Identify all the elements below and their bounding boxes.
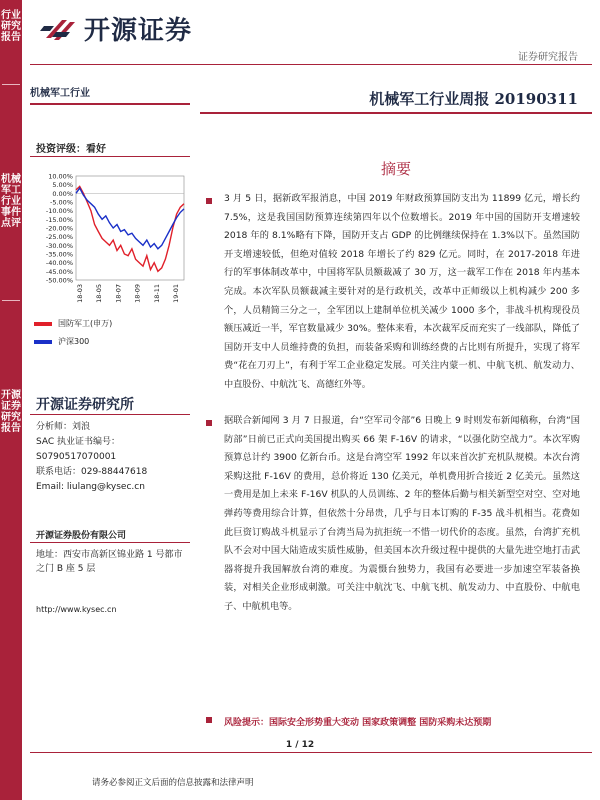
firm-rule	[30, 414, 190, 415]
email: Email: liulang@kysec.cn	[36, 482, 145, 492]
research-institute: 开源证券研究所	[36, 397, 134, 413]
legend-item-defense	[34, 318, 112, 329]
left-side-strip	[0, 0, 22, 800]
sidebar-divider	[2, 84, 20, 85]
x-tick-label: 19-01	[172, 284, 180, 303]
risk-warning: 风险提示：国际安全形势重大变动 国家政策调整 国防采购未达预期	[224, 718, 492, 728]
bullet-icon	[206, 198, 212, 204]
license-label: SAC 执业证书编号：	[36, 437, 121, 447]
summary-paragraph-2: 据联合新闻网 3 月 7 日报道，台“空军司令部”6 日晚上 9 时则发布新闻稿称，台湾“国防部”日前已正式向美国提出购买 66 架 F-16V 的请求，“以强化防空战力”。本次军购预算总计约 3900 亿新台币。这是台湾空军 1992 年以来首次扩充机队规模。本次台湾采购这批 F-16V 的费用，总价将近 130 亿美元，单机费用折合接近 2 亿美元。虽然这一费用是加上未来 F-16V 机队的人员训练、2 年的整体后勤与相关新型空对空、空对地弹药等费用综合计算，但依然十分昂贵，几乎与日本订购的 F-35 战斗机相当。花费如此巨资订购战斗机显示了台湾当局为抗拒统一不惜一切代价的态度。虽然，台湾扩充机队不会对中国大陆造成实质性威胁，但美国本次升级过程中提供的大量先进空地打击武器将提升我国解放台湾的难度。为震慑台独势力，我国有必要进一步加速空军装备换装，对相关企业形成刺激。可关注中航沈飞、中航飞机、航发动力、中直股份、中航电子、中航机电等。	[224, 415, 580, 612]
x-tick-label: 18-11	[152, 284, 161, 303]
footer-rule	[30, 752, 592, 753]
legend-swatch-blue	[34, 340, 52, 344]
analyst-info	[36, 420, 147, 495]
x-tick-label: 18-03	[76, 284, 84, 303]
page-number: 1 / 12	[285, 740, 315, 750]
performance-chart	[30, 168, 190, 358]
sidebar-report-series: 机械军工行业事件点评	[1, 174, 21, 229]
investment-rating: 投资评级：看好	[36, 144, 106, 155]
company-logo	[40, 10, 192, 47]
y-tick-label: -20.00%	[45, 224, 73, 233]
y-tick-label: -5.00%	[50, 198, 73, 207]
sidebar-report-category: 行业研究报告	[1, 10, 21, 43]
title-rule	[200, 112, 592, 114]
bullet-icon	[206, 420, 212, 426]
logo-text: 开源证券	[84, 16, 193, 46]
y-tick-label: -45.00%	[45, 267, 73, 276]
bullet-icon	[206, 717, 212, 723]
x-tick-label: 18-09	[133, 284, 142, 303]
company-address: 地址：西安市高新区锦业路 1 号都市之门 B 座 5 层	[36, 550, 183, 574]
chart-svg	[30, 168, 190, 358]
company-website: http://www.kysec.cn	[36, 605, 117, 614]
y-tick-label: 0.00%	[52, 189, 73, 198]
legend-label: 国防军工(申万)	[58, 319, 113, 328]
summary-heading: 摘要	[380, 160, 411, 178]
legend-item-csi300	[34, 336, 89, 347]
company-name: 开源证券股份有限公司	[36, 531, 127, 541]
license-number: S0790517070001	[36, 452, 117, 462]
industry-label: 机械军工行业	[30, 84, 190, 105]
analyst-name: 分析师：刘浪	[36, 422, 91, 432]
x-tick-label: 18-05	[95, 284, 104, 303]
rating-rule	[30, 156, 190, 157]
y-tick-label: -25.00%	[45, 233, 73, 242]
y-tick-label: -40.00%	[45, 259, 73, 268]
y-tick-label: -50.00%	[45, 276, 73, 285]
report-type: 证券研究报告	[518, 52, 578, 63]
sidebar-divider	[2, 300, 20, 301]
y-tick-label: -10.00%	[45, 207, 73, 216]
plot-frame	[76, 176, 184, 280]
y-tick-label: -35.00%	[45, 250, 73, 259]
series-line-0	[76, 186, 184, 271]
report-title: 机械军工行业周报 20190311	[369, 90, 578, 108]
y-tick-label: -15.00%	[45, 215, 73, 224]
phone: 联系电话：029-88447618	[36, 467, 148, 477]
header-rule	[30, 64, 592, 65]
legend-label: 沪深300	[58, 337, 90, 346]
y-tick-label: 10.00%	[48, 172, 73, 181]
x-tick-label: 18-07	[114, 284, 123, 303]
logo-mark-icon	[40, 12, 80, 46]
y-tick-label: -30.00%	[45, 241, 73, 250]
sidebar-firm-report: 开源证券研究报告	[1, 390, 21, 434]
company-rule	[30, 542, 190, 543]
legend-swatch-red	[34, 322, 52, 326]
y-tick-label: 5.00%	[52, 181, 73, 190]
series-line-1	[76, 188, 184, 249]
summary-paragraph-1: 3 月 5 日，据新政军报消息，中国 2019 年财政预算国防支出为 11899 亿元，增长约 7.5%，这是我国国防预算连续第四年以个位数增长。2019 年中国的国防开支增速较 2018 年的 8.1%略有下降，国防开支占 GDP 的比例继续保持在 1.3%以下。虽然国防开支增速较低，但绝对值较 2018 年增长了约 829 亿元。同时，在 2017-2018 年进行的军事体制改革中，中国将军队员额裁减了 30 万，这一裁军工作在 2018 年内基本完成。本次军队员额裁减主要针对的是行政机关，改革中正师级以上机构减少 200 多个，人员精简三分之一，全军团以上建制单位机关减少 1000 多个，非战斗机构现役员额压减近一半，军官数量减少 30%。整体来看，本次裁军反而充实了一线部队，降低了国防开支中人员维持费的负担，而装备采购和训练经费的占比则有所提升，实现了将军费“花在刀刃上”，有利于军工企业稳定发展。可关注内蒙一机、中航飞机、航发动力、中直股份、中航沈飞、高德红外等。	[224, 193, 580, 390]
footer-disclaimer: 请务必参阅正文后面的信息披露和法律声明	[92, 778, 254, 788]
